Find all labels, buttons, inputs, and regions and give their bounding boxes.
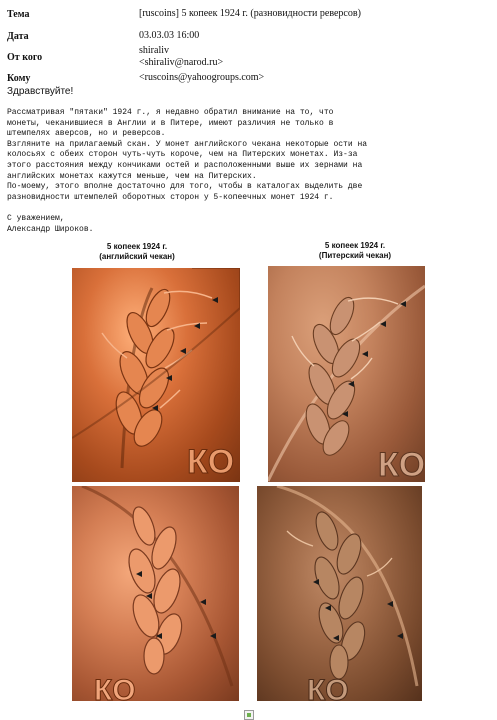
english-caption	[82, 242, 192, 262]
greeting: Здравствуйте!	[7, 86, 74, 97]
date-label: Дата	[7, 30, 29, 42]
wheat-ear-drawing	[72, 486, 239, 701]
to-row	[4, 70, 493, 86]
english-caption-subtitle: (английский чекан)	[99, 252, 175, 261]
from-row	[4, 44, 493, 70]
to-value[interactable]: <ruscoins@yahoogroups.com>	[139, 72, 265, 83]
petersburg-caption-title: 5 копеек 1924 г.	[324, 241, 386, 250]
body-line: По-моему, этого вполне достаточно для того, чтобы в каталогах выделить две	[7, 182, 363, 192]
to-label: Кому	[7, 72, 31, 84]
body-line: Рассматривая "пятаки" 1924 г., я недавно обратил внимание на то, что	[7, 108, 334, 117]
coin-lettering: КО	[94, 674, 136, 701]
body-line: колосьях с обеих сторон чуть-чуть короче, чем на Питерских монетах. Из-за	[7, 150, 358, 160]
body-line: этого расстояния между кончиками остей и расположенными выше их зернами на	[7, 160, 363, 170]
coin-lettering: КО	[307, 674, 349, 701]
body-line: штемпелях аверсов, но и реверсов.	[7, 129, 166, 139]
subject-value: [ruscoins] 5 копеек 1924 г. (разновидности реверсов)	[139, 8, 361, 19]
english-caption-title: 5 копеек 1924 г.	[106, 242, 168, 251]
body-line: монеты, чеканившиеся в Англии и в Питере, имеют различия не только в	[7, 118, 334, 128]
english-coin-photo-top	[72, 268, 240, 482]
body-line: Взгляните на прилагаемый скан. У монет английского чекана некоторые ости на	[7, 139, 368, 149]
message-body	[7, 108, 487, 235]
body-line: разновидности штемпелей оборотных сторон у 5-копеечных монет 1924 г.	[7, 192, 334, 202]
signature-line: Александр Широков.	[7, 224, 94, 234]
body-line: английских монетах кажутся меньше, чем на Питерских.	[7, 171, 257, 181]
wheat-ear-drawing	[257, 486, 422, 701]
from-name: shiraliv	[139, 45, 169, 56]
petersburg-coin-photo-bottom	[257, 486, 422, 701]
signature-line: С уважением,	[7, 213, 65, 223]
coin-lettering: КО	[378, 446, 425, 482]
petersburg-caption	[290, 241, 420, 261]
broken-image-icon	[244, 710, 254, 720]
from-email[interactable]: <shiraliv@narod.ru>	[139, 57, 224, 68]
english-coin-photo-bottom	[72, 486, 239, 701]
wheat-ear-drawing	[72, 268, 240, 482]
petersburg-coin-photo-top	[268, 266, 425, 482]
date-row	[4, 28, 493, 44]
coin-lettering: КО	[187, 443, 235, 481]
from-value	[139, 44, 493, 70]
subject-row	[4, 0, 493, 28]
date-value: 03.03.03 16:00	[139, 30, 200, 41]
petersburg-caption-subtitle: (Питерский чекан)	[318, 251, 392, 260]
from-label: От кого	[7, 51, 43, 63]
wheat-ear-drawing	[268, 266, 425, 482]
subject-label: Тема	[7, 8, 30, 20]
message-header	[4, 0, 493, 86]
